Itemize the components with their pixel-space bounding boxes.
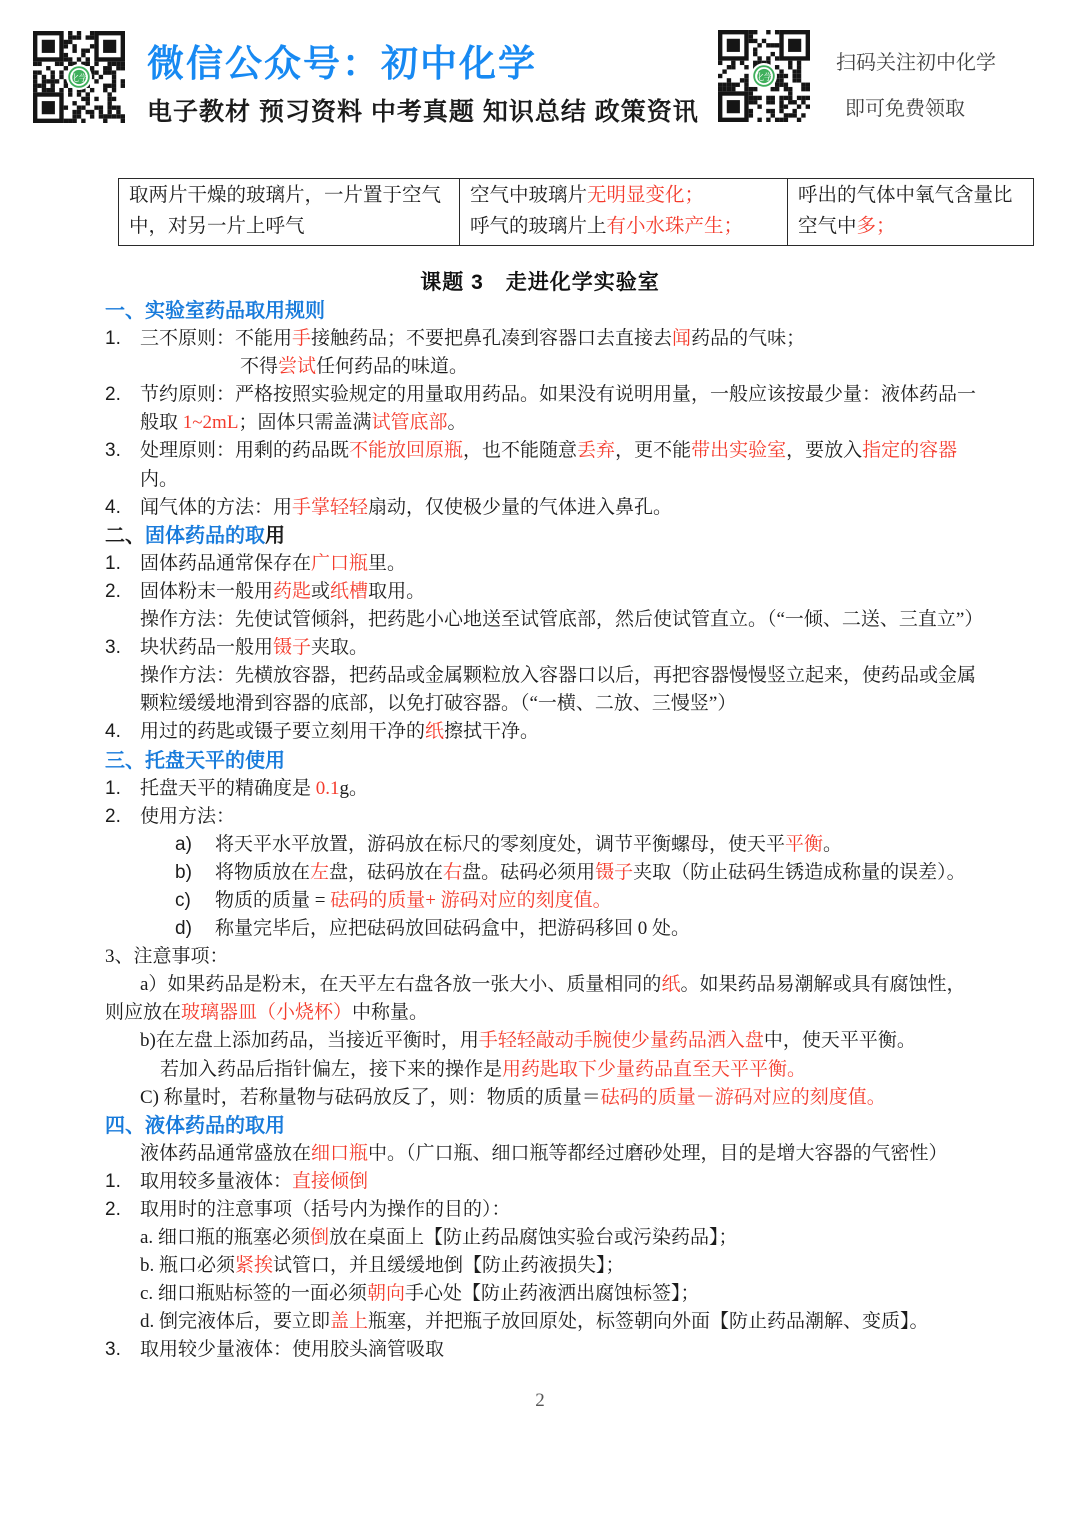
text-segment: 扇动，仅使极少量的气体进入鼻孔。 bbox=[368, 496, 673, 518]
text-segment: 不能放回原瓶 bbox=[349, 440, 464, 462]
scan-follow-qr-code-icon bbox=[718, 30, 810, 122]
table-row bbox=[119, 179, 1034, 246]
table-cell-line bbox=[470, 211, 777, 242]
content-line bbox=[105, 494, 1005, 522]
list-marker: 1. bbox=[105, 777, 121, 799]
svg-text:化学: 化学 bbox=[69, 73, 89, 83]
text-segment: 朝向 bbox=[366, 1283, 405, 1305]
text-segment: 紧挨 bbox=[235, 1255, 274, 1277]
svg-text:化学: 化学 bbox=[754, 72, 774, 82]
content-line bbox=[140, 1252, 1005, 1280]
list-marker: a) bbox=[175, 833, 192, 855]
text-segment: C) 称量时，若称量物与砝码放反了，则：物质的质量＝ bbox=[140, 1086, 601, 1108]
list-marker: 4. bbox=[105, 496, 121, 518]
text-segment: ；固体只需盖满 bbox=[238, 412, 372, 434]
text-segment: 丢弃 bbox=[577, 440, 616, 462]
text-segment: 液体药品通常盛放在 bbox=[140, 1142, 312, 1164]
wechat-account-title: 微信公众号：初中化学 bbox=[147, 43, 537, 84]
content-line bbox=[140, 1280, 1005, 1308]
text-segment: 固体药品通常保存在 bbox=[140, 552, 312, 574]
content-line bbox=[140, 1224, 1005, 1252]
text-segment: 用过的药匙或镊子要立刻用干净的 bbox=[140, 721, 426, 743]
list-marker: 1. bbox=[105, 328, 121, 350]
text-segment: 无明显变化； bbox=[587, 185, 705, 206]
text-segment: 。 bbox=[447, 412, 467, 434]
text-segment: 取两片干燥的玻璃片，一片置于空气 bbox=[129, 185, 442, 206]
text-segment: 任何药品的味道。 bbox=[316, 356, 469, 378]
text-segment: 取用较少量液体：使用胶头滴管吸取 bbox=[140, 1339, 445, 1361]
content-line bbox=[140, 1027, 1005, 1055]
content-line bbox=[105, 381, 1005, 409]
page-number: 2 bbox=[535, 1390, 545, 1411]
text-segment: 一、实验室药品取用规则 bbox=[105, 300, 325, 322]
text-segment: 药匙 bbox=[273, 580, 312, 602]
text-segment: 手掌轻轻 bbox=[292, 496, 369, 518]
content-line bbox=[105, 943, 1005, 971]
content-line bbox=[105, 1336, 1005, 1364]
content-line bbox=[140, 1140, 1005, 1168]
text-segment: 固体粉末一般用 bbox=[140, 580, 274, 602]
experiment-observation-table bbox=[118, 178, 1034, 246]
text-segment: 物质的质量 = bbox=[215, 889, 331, 911]
text-segment: 试管口，并且缓缓地倒【防止药液损失】； bbox=[273, 1255, 625, 1277]
content-line bbox=[175, 887, 1005, 915]
list-marker: 3. bbox=[105, 440, 121, 462]
text-segment: 纸 bbox=[661, 974, 681, 996]
text-segment: 夹取。 bbox=[311, 637, 369, 659]
text-segment: 多； bbox=[856, 216, 896, 237]
text-segment: 呼气的玻璃片上 bbox=[470, 216, 607, 237]
text-segment: 节约原则：严格按照实验规定的用量取用药品。如果没有说明用量，一般应该按最少量：液体药品一 bbox=[140, 384, 977, 406]
content-line bbox=[105, 437, 1005, 465]
content-line bbox=[175, 859, 1005, 887]
document-body bbox=[105, 297, 1005, 1365]
page-title: 课题 3 走进化学实验室 bbox=[420, 271, 660, 294]
text-segment: 将物质放在 bbox=[215, 861, 311, 883]
content-line bbox=[105, 1168, 1005, 1196]
text-segment: 玻璃器皿（小烧杯） bbox=[181, 1002, 353, 1024]
text-segment: b)在左盘上添加药品，当接近平衡时，用 bbox=[140, 1030, 479, 1052]
text-segment: 中，使天平平衡。 bbox=[763, 1030, 916, 1052]
text-segment: 用 bbox=[265, 524, 285, 547]
text-segment: 0.1 bbox=[315, 777, 340, 799]
text-segment: c. 细口瓶贴标签的一面必须 bbox=[140, 1283, 367, 1305]
scan-follow-text: 扫码关注初中化学 bbox=[836, 52, 996, 74]
text-segment: 左 bbox=[310, 861, 330, 883]
text-segment: 手轻轻敲动手腕使少量药品洒入盘 bbox=[478, 1030, 764, 1052]
text-segment: 不得 bbox=[240, 356, 279, 378]
text-segment: 处理原则：用剩的药品既 bbox=[140, 440, 350, 462]
text-segment: 固体药品的取 bbox=[145, 524, 265, 547]
table-cell bbox=[788, 179, 1034, 246]
text-segment: 。 bbox=[823, 833, 843, 855]
content-line bbox=[105, 578, 1005, 606]
table-cell bbox=[119, 179, 460, 246]
list-marker: 1. bbox=[105, 1170, 121, 1192]
text-segment: 内。 bbox=[140, 468, 179, 490]
text-segment: 砝码的质量+ 游码对应的刻度值。 bbox=[330, 889, 612, 911]
text-segment: 颗粒缓缓地滑到容器的底部，以免打破容器。（“一横、二放、三慢竖”） bbox=[140, 693, 737, 715]
content-line bbox=[140, 466, 1005, 494]
text-segment: 或 bbox=[311, 580, 331, 602]
content-line bbox=[105, 803, 1005, 831]
text-segment: 夹取（防止砝码生锈造成称量的误差）。 bbox=[633, 861, 966, 883]
text-segment: 指定的容器 bbox=[862, 440, 958, 462]
content-line bbox=[140, 409, 1005, 437]
content-line bbox=[105, 999, 1005, 1027]
content-line bbox=[140, 1084, 1005, 1112]
text-segment: 操作方法：先横放容器，把药品或金属颗粒放入容器口以后，再把容器慢慢竖立起来，使药品或金属 bbox=[140, 665, 977, 687]
table-cell-line bbox=[470, 180, 777, 211]
text-segment: 擦拭干净。 bbox=[444, 721, 540, 743]
text-segment: 若加入药品后指针偏左，接下来的操作是 bbox=[160, 1058, 503, 1080]
content-line bbox=[175, 915, 1005, 943]
table-cell bbox=[460, 179, 788, 246]
text-segment: 倒 bbox=[309, 1227, 329, 1249]
list-marker: 1. bbox=[105, 552, 121, 574]
text-segment: 砝码的质量－游码对应的刻度值。 bbox=[600, 1086, 886, 1108]
content-line bbox=[105, 550, 1005, 578]
content-line bbox=[140, 690, 1005, 718]
text-segment: 有小水珠产生； bbox=[606, 216, 744, 237]
table-cell-line bbox=[129, 180, 449, 211]
table-cell-line bbox=[798, 180, 1023, 211]
text-segment: 盘，砝码放在 bbox=[329, 861, 444, 883]
list-marker: 2. bbox=[105, 384, 121, 406]
text-segment: 三、托盘天平的使用 bbox=[105, 749, 285, 772]
text-segment: 直接倾倒 bbox=[292, 1170, 369, 1192]
text-segment: 闻 bbox=[672, 328, 692, 350]
text-segment: 广口瓶 bbox=[311, 552, 369, 574]
text-segment: 空气中玻璃片 bbox=[470, 185, 588, 206]
text-segment: 取用较多量液体： bbox=[140, 1170, 293, 1192]
list-marker: 4. bbox=[105, 721, 121, 743]
text-segment: a. 细口瓶的瓶塞必须 bbox=[140, 1227, 310, 1249]
text-segment: ，要放入 bbox=[786, 440, 863, 462]
table-cell-line bbox=[798, 211, 1023, 242]
free-claim-text: 即可免费领取 bbox=[845, 98, 965, 120]
wechat-qr-code-icon bbox=[33, 31, 125, 123]
text-segment: 则应放在 bbox=[105, 1002, 182, 1024]
content-line bbox=[140, 971, 1005, 999]
text-segment: 托盘天平的精确度是 bbox=[140, 777, 316, 799]
text-segment: 平衡 bbox=[785, 833, 824, 855]
text-segment: 块状药品一般用 bbox=[140, 637, 274, 659]
text-segment: 操作方法：先使试管倾斜，把药匙小心地送至试管底部，然后使试管直立。（“一倾、二送、三直立”） bbox=[140, 609, 984, 631]
text-segment: d. 倒完液体后，要立即 bbox=[140, 1311, 331, 1333]
text-segment: 盖上 bbox=[330, 1311, 369, 1333]
observation-table-body bbox=[119, 179, 1034, 246]
text-segment: 3、注意事项： bbox=[105, 946, 229, 968]
text-segment: 般取 bbox=[140, 412, 183, 434]
list-marker: d) bbox=[175, 918, 192, 940]
text-segment: 手心处【防止药液洒出腐蚀标签】； bbox=[404, 1283, 700, 1305]
content-line bbox=[105, 634, 1005, 662]
content-line bbox=[105, 775, 1005, 803]
text-segment: 纸槽 bbox=[330, 580, 369, 602]
text-segment: 中。（广口瓶、细口瓶等都经过磨砂处理，目的是增大容器的气密性） bbox=[368, 1142, 948, 1164]
text-segment: 盘。砝码必须用 bbox=[462, 861, 596, 883]
list-marker: c) bbox=[175, 889, 191, 911]
list-marker: 2. bbox=[105, 580, 121, 602]
text-segment: 瓶塞，并把瓶子放回原处，标签朝向外面【防止药品潮解、变质】。 bbox=[368, 1311, 929, 1333]
text-segment: b. 瓶口必须 bbox=[140, 1255, 236, 1277]
list-marker: 3. bbox=[105, 1339, 121, 1361]
text-segment: 呼出的气体中氧气含量比 bbox=[798, 185, 1013, 206]
text-segment: 里。 bbox=[368, 552, 407, 574]
content-line bbox=[105, 1196, 1005, 1224]
text-segment: 取用。 bbox=[368, 580, 426, 602]
text-segment: ，更不能 bbox=[615, 440, 692, 462]
text-segment: 带出实验室 bbox=[691, 440, 787, 462]
content-line bbox=[105, 718, 1005, 746]
content-line bbox=[140, 662, 1005, 690]
text-segment: 用药匙取下少量药品直至天平平衡。 bbox=[502, 1058, 807, 1080]
text-segment: 接触药品；不要把鼻孔凑到容器口去直接去 bbox=[311, 328, 673, 350]
text-segment: 闻气体的方法：用 bbox=[140, 496, 293, 518]
text-segment: 细口瓶 bbox=[311, 1142, 369, 1164]
text-segment: 镊子 bbox=[595, 861, 634, 883]
content-line bbox=[105, 1112, 1005, 1140]
text-segment: 1~2mL bbox=[182, 412, 239, 434]
content-line bbox=[105, 522, 1005, 550]
text-segment: g。 bbox=[339, 777, 369, 799]
text-segment: 镊子 bbox=[273, 637, 312, 659]
text-segment: 纸 bbox=[425, 721, 445, 743]
header-subtitle: 电子教材 预习资料 中考真题 知识总结 政策资讯 bbox=[147, 98, 699, 126]
list-marker: b) bbox=[175, 861, 192, 883]
text-segment: 空气中 bbox=[798, 216, 857, 237]
content-line bbox=[105, 297, 1005, 325]
text-segment: 中，对另一片上呼气 bbox=[129, 216, 305, 237]
content-line bbox=[105, 747, 1005, 775]
text-segment: 。如果药品易潮解或具有腐蚀性， bbox=[680, 974, 966, 996]
content-line bbox=[140, 1308, 1005, 1336]
table-cell-line bbox=[129, 211, 449, 242]
list-marker: 2. bbox=[105, 805, 121, 827]
text-segment: 四、液体药品的取用 bbox=[105, 1114, 285, 1137]
content-line bbox=[140, 606, 1005, 634]
text-segment: 试管底部 bbox=[371, 412, 448, 434]
text-segment: 右 bbox=[443, 861, 463, 883]
text-segment: 中称量。 bbox=[352, 1002, 429, 1024]
text-segment: 尝试 bbox=[278, 356, 317, 378]
text-segment: 三不原则：不能用 bbox=[140, 328, 293, 350]
text-segment: 取用时的注意事项（括号内为操作的目的）： bbox=[140, 1199, 511, 1220]
list-marker: 2. bbox=[105, 1199, 121, 1220]
text-segment: 称量完毕后，应把砝码放回砝码盒中，把游码移回 0 处。 bbox=[215, 918, 691, 940]
text-segment: 二、 bbox=[105, 524, 145, 547]
text-segment: 使用方法： bbox=[140, 805, 236, 827]
content-line bbox=[240, 353, 1005, 381]
content-line bbox=[105, 325, 1005, 353]
text-segment: 将天平水平放置，游码放在标尺的零刻度处，调节平衡螺母，使天平 bbox=[215, 833, 786, 855]
content-line bbox=[175, 831, 1005, 859]
text-segment: ，也不能随意 bbox=[463, 440, 578, 462]
text-segment: 放在桌面上【防止药品腐蚀实验台或污染药品】； bbox=[328, 1227, 738, 1249]
list-marker: 3. bbox=[105, 637, 121, 659]
page-header bbox=[0, 0, 1080, 162]
text-segment: 药品的气味； bbox=[691, 328, 806, 350]
text-segment: a）如果药品是粉末，在天平左右盘各放一张大小、质量相同的 bbox=[140, 974, 662, 996]
text-segment: 手 bbox=[292, 328, 312, 350]
content-line bbox=[160, 1056, 1005, 1084]
